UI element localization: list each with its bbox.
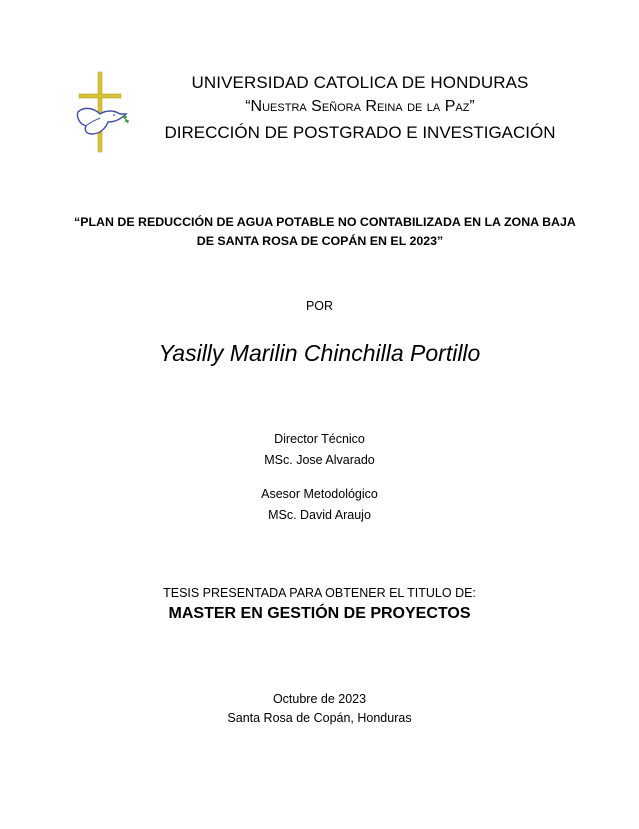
degree-name: MASTER EN GESTIÓN DE PROYECTOS xyxy=(168,605,471,622)
thesis-title xyxy=(60,213,580,251)
department-name: DIRECCIÓN DE POSTGRADO E INVESTIGACIÓN xyxy=(164,123,556,142)
author-name: Yasilly Marilin Chinchilla Portillo xyxy=(158,340,481,366)
submission-date: Octubre de 2023 xyxy=(272,692,367,706)
thesis-title-line-1: “PLAN DE REDUCCIÓN DE AGUA POTABLE NO CONTABILIZADA EN LA ZONA BAJA xyxy=(74,215,576,229)
methodological-advisor-role: Asesor Metodológico xyxy=(261,487,378,501)
university-name: UNIVERSIDAD CATOLICA DE HONDURAS xyxy=(191,73,529,92)
by-label: POR xyxy=(305,299,334,313)
methodological-advisor-name: MSc. David Araujo xyxy=(268,508,371,522)
submission-place: Santa Rosa de Copán, Honduras xyxy=(227,711,412,725)
technical-director-role: Director Técnico xyxy=(274,432,365,446)
university-motto: “Nuestra Señora Reina de la Paz” xyxy=(245,98,475,115)
technical-director-name: MSc. Jose Alvarado xyxy=(264,453,375,467)
thesis-title-line-2: DE SANTA ROSA DE COPÁN EN EL 2023” xyxy=(196,234,444,248)
degree-statement: TESIS PRESENTADA PARA OBTENER EL TITULO DE: xyxy=(163,586,476,600)
